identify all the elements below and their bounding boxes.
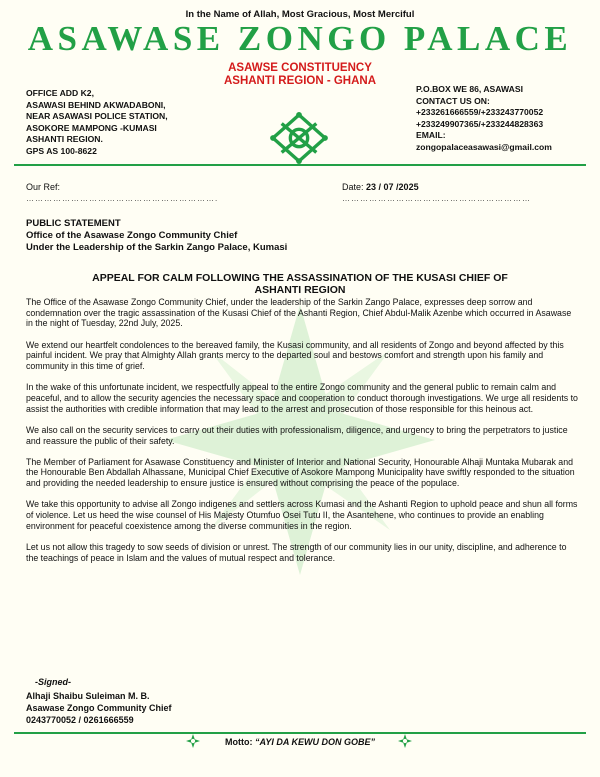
statement-body — [26, 297, 578, 574]
ref-dotted-line: ………………………………………………………. — [26, 194, 219, 203]
footer-divider — [14, 732, 586, 734]
paragraph: Let us not allow this tragedy to sow seeds of division or unrest. The strength of our community lies in our unity, discipline, and adherence to the teachings of peace in Islam and the values of mutual respect and tolerance. — [26, 541, 567, 563]
header-divider — [14, 164, 586, 166]
statement-leadership: Under the Leadership of the Sarkin Zango Palace, Kumasi — [26, 242, 288, 253]
signed-mark: -Signed- — [35, 677, 71, 687]
ref-label: Our Ref: — [26, 182, 61, 192]
statement-office: Office of the Asawase Zongo Community Chief — [26, 230, 238, 241]
signer-title: Asawase Zongo Community Chief — [26, 703, 172, 713]
signer-name: Alhaji Shaibu Suleiman M. B. — [26, 691, 150, 701]
contact-block — [416, 84, 552, 154]
email-label: EMAIL: — [416, 130, 446, 141]
palace-title: ASAWASE ZONGO PALACE — [27, 19, 573, 58]
address-line: NEAR ASAWASI POLICE STATION, — [26, 111, 168, 122]
motto-label: Motto: — [225, 737, 255, 747]
signer-phone: 0243770052 / 0261666559 — [26, 715, 134, 725]
date-value: 23 / 07 /2025 — [366, 182, 419, 192]
phone-line: +233249907365/+233244828363 — [416, 118, 544, 129]
gps-line: GPS AS 100-8622 — [26, 145, 97, 156]
region-name: ASHANTI REGION - GHANA — [223, 75, 377, 87]
email-address: zongopalaceasawasi@gmail.com — [416, 141, 552, 152]
constituency-name: ASAWSE CONSTITUENCY — [228, 62, 372, 74]
address-line: OFFICE ADD K2, — [26, 88, 94, 98]
date-field — [342, 182, 419, 192]
knot-star-emblem-icon — [270, 112, 328, 164]
paragraph: We extend our heartfelt condolences to the bereaved family, the Kusasi community, and all residents of Zongo and beyond affected by this painful incident. We pray that Almighty Allah grants mercy to the departed soul and bestows comfort and strength upon his family and community in this time of grief. — [26, 339, 564, 372]
green-star-ornament-icon — [398, 734, 412, 748]
date-dotted-line: ……………………………………………………… — [342, 194, 531, 203]
statement-title: PUBLIC STATEMENT — [26, 218, 121, 229]
motto — [0, 737, 600, 747]
motto-value: “AYI DA KEWU DON GOBE” — [254, 737, 375, 747]
signature-block — [26, 690, 172, 726]
appeal-heading — [40, 272, 560, 296]
statement-header — [26, 218, 287, 254]
address-line: ASOKORE MAMPONG -KUMASI — [26, 122, 157, 133]
address-line: ASHANTI REGION. — [26, 134, 103, 145]
po-box: P.O.BOX WE 86, ASAWASI — [416, 84, 523, 94]
bismillah-line: In the Name of Allah, Most Gracious, Most Merciful — [185, 9, 415, 20]
date-label: Date: — [342, 182, 364, 192]
phone-line: +233261666559/+233243770052 — [416, 107, 544, 118]
paragraph: We also call on the security services to carry out their duties with professionalism, diligence, and urgency to bring the perpetrators to justice and reassure the public of their safety. — [26, 424, 568, 446]
paragraph: In the wake of this unfortunate incident, we respectfully appeal to the entire Zongo community and the general public to remain calm and peaceful, and to allow the security agencies the necessary space and cooperation to conduct thorough investigations. We urge all residents to assist the authorities with credible information that may lead to the arrest and prosecution of those responsible for this heinous act. — [26, 382, 578, 414]
office-address — [26, 88, 168, 158]
address-line: ASAWASI BEHIND AKWADABONI, — [26, 99, 166, 110]
heading-line: ASHANTI REGION — [254, 284, 346, 296]
paragraph: The Office of the Asawase Zongo Community Chief, under the leadership of the Sarkin Zango Palace, expresses deep sorrow and condemnation over the tragic assassination of the Kusasi Chief of the Ashanti Region, Chief Abdul-Malik Azenbe which occurred in Asawase in the night of Tuesday, 22nd July, 2025. — [26, 297, 572, 329]
paragraph: We take this opportunity to advise all Zongo indigenes and settlers across Kumasi and the Ashanti Region to uphold peace and shun all forms of violence. Let us heed the wise counsel of His Majesty Otumfuo Osei Tutu II, the Asantehene, who continues to provide an enabling environment for peaceful coexistence among the diverse communities in the region. — [26, 499, 578, 531]
paragraph: The Member of Parliament for Asawase Constituency and Minister of Interior and National Security, Honourable Alhaji Muntaka Mubarak and the Honourable Ben Abdallah Alhassane, Municipal Chief Executive of Asokore Mampong Municipality have swiftly responded to the situation and providing the needed leadership to ensure justice is ensured without comprising the peace of the populace. — [26, 456, 575, 489]
heading-line: APPEAL FOR CALM FOLLOWING THE ASSASSINATION OF THE KUSASI CHIEF OF — [92, 272, 508, 284]
contact-label: CONTACT US ON: — [416, 95, 490, 106]
